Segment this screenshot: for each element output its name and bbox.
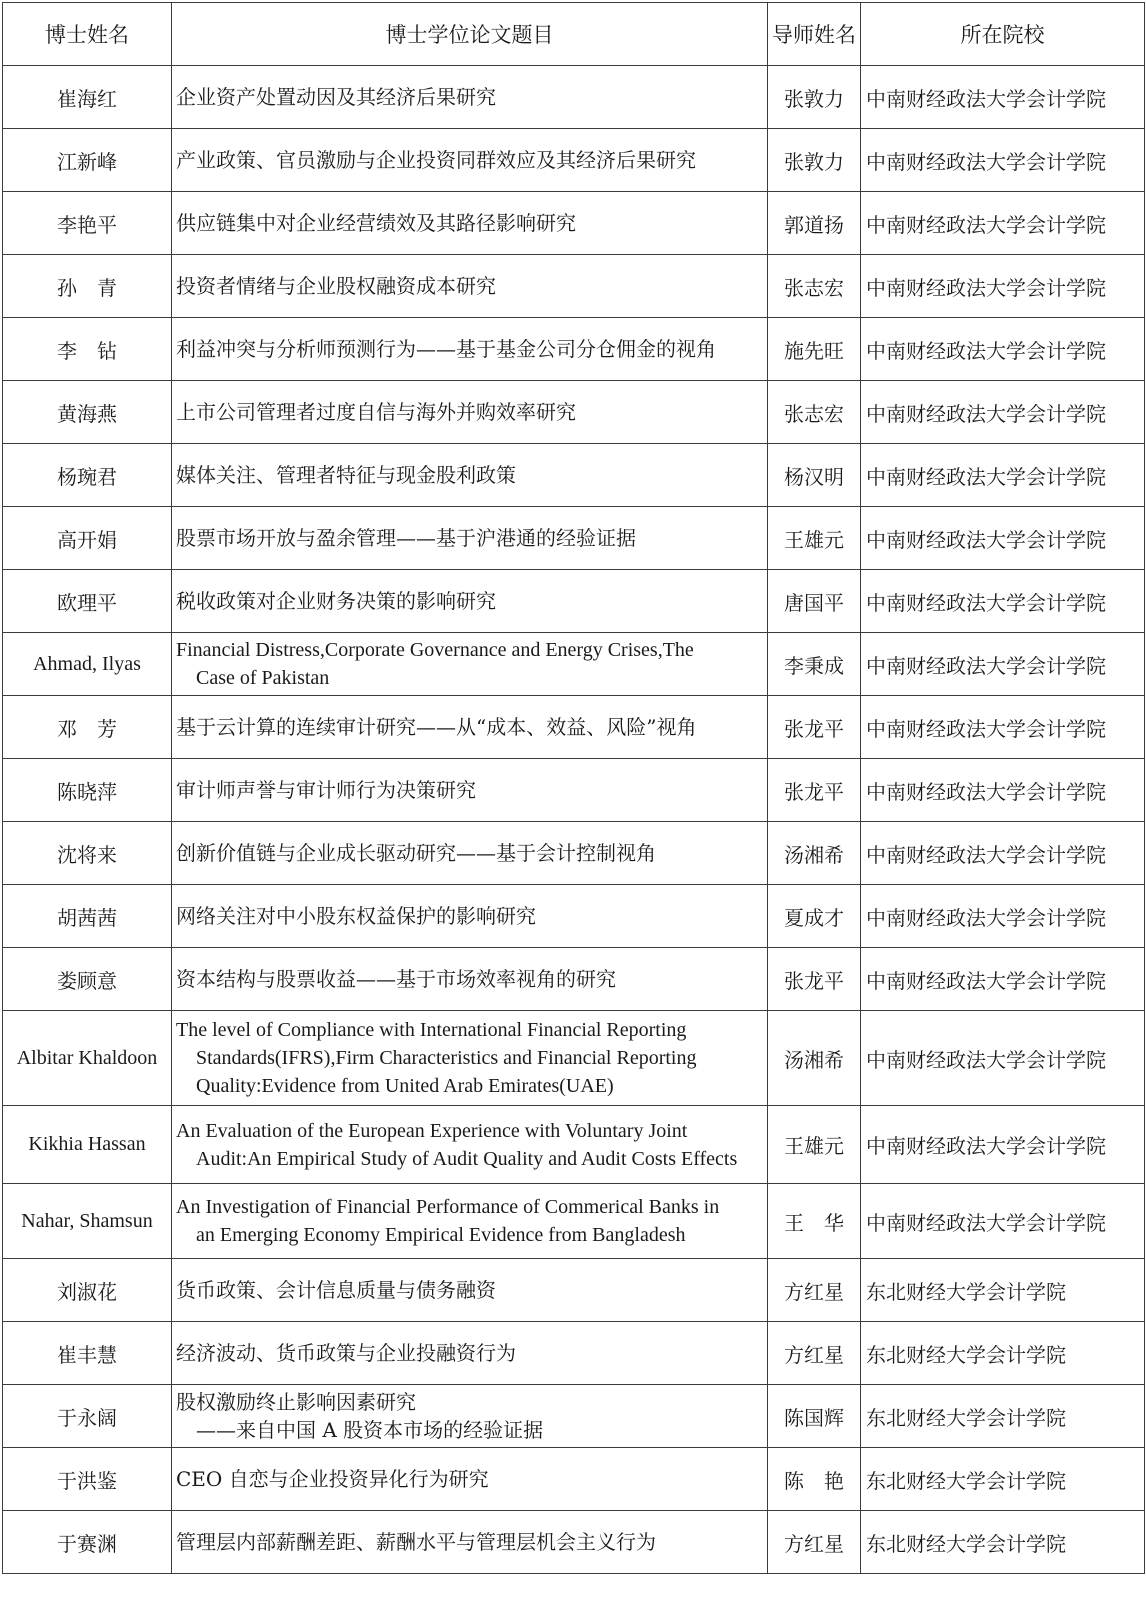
thesis-title-line: 网络关注对中小股东权益保护的影响研究 [176, 904, 536, 928]
doctor-name-cell: 李 钻 [3, 318, 172, 381]
school-cell: 东北财经大学会计学院 [861, 1322, 1145, 1385]
school-cell: 中南财经政法大学会计学院 [861, 1184, 1145, 1259]
table-row [3, 444, 1145, 507]
table-row [3, 570, 1145, 633]
thesis-title-line: 管理层内部薪酬差距、薪酬水平与管理层机会主义行为 [176, 1530, 656, 1554]
doctor-name-cell: 欧理平 [3, 570, 172, 633]
thesis-title-line: 审计师声誉与审计师行为决策研究 [176, 778, 476, 802]
header-thesis-title: 博士学位论文题目 [172, 3, 768, 66]
thesis-title-line: An Evaluation of the European Experience with Voluntary Joint [176, 1119, 688, 1142]
thesis-title-cell [172, 1106, 768, 1184]
doctor-name-cell: 于永阔 [3, 1385, 172, 1448]
thesis-title-line: 货币政策、会计信息质量与债务融资 [176, 1278, 496, 1302]
school-cell: 东北财经大学会计学院 [861, 1385, 1145, 1448]
school-cell: 中南财经政法大学会计学院 [861, 948, 1145, 1011]
thesis-title-cell [172, 129, 768, 192]
advisor-name-cell: 陈 艳 [768, 1448, 861, 1511]
thesis-title-cell [172, 633, 768, 696]
advisor-name-cell: 夏成才 [768, 885, 861, 948]
doctor-name-cell: 杨琬君 [3, 444, 172, 507]
advisor-name-cell: 张龙平 [768, 759, 861, 822]
table-row [3, 1511, 1145, 1574]
table-row [3, 507, 1145, 570]
school-cell: 中南财经政法大学会计学院 [861, 822, 1145, 885]
doctor-name-cell: 娄顾意 [3, 948, 172, 1011]
advisor-name-cell: 王 华 [768, 1184, 861, 1259]
advisor-name-cell: 张敦力 [768, 66, 861, 129]
table-row [3, 255, 1145, 318]
table-row [3, 1184, 1145, 1259]
advisor-name-cell: 方红星 [768, 1511, 861, 1574]
table-row [3, 1385, 1145, 1448]
table-row [3, 129, 1145, 192]
thesis-title-line: 股票市场开放与盈余管理——基于沪港通的经验证据 [176, 526, 636, 550]
header-school: 所在院校 [861, 3, 1145, 66]
advisor-name-cell: 汤湘希 [768, 1011, 861, 1106]
thesis-title-cell [172, 948, 768, 1011]
thesis-title-line: 媒体关注、管理者特征与现金股利政策 [176, 463, 516, 487]
advisor-name-cell: 张志宏 [768, 381, 861, 444]
thesis-title-line: Financial Distress,Corporate Governance and Energy Crises,The [176, 639, 694, 661]
school-cell: 中南财经政法大学会计学院 [861, 1011, 1145, 1106]
school-cell: 中南财经政法大学会计学院 [861, 696, 1145, 759]
table-row [3, 1322, 1145, 1385]
doctor-name-cell: 于赛渊 [3, 1511, 172, 1574]
thesis-title-cell [172, 1385, 768, 1448]
thesis-title-cell [172, 696, 768, 759]
thesis-title-cell [172, 381, 768, 444]
school-cell: 中南财经政法大学会计学院 [861, 1106, 1145, 1184]
school-cell: 中南财经政法大学会计学院 [861, 759, 1145, 822]
doctor-name-cell: 陈晓萍 [3, 759, 172, 822]
table-row [3, 633, 1145, 696]
school-cell: 中南财经政法大学会计学院 [861, 885, 1145, 948]
doctor-name-cell: 黄海燕 [3, 381, 172, 444]
thesis-title-line: 基于云计算的连续审计研究——从“成本、效益、风险”视角 [176, 715, 697, 739]
thesis-list-sheet [2, 2, 1144, 1598]
table-body [3, 66, 1145, 1574]
doctor-name-cell: Nahar, Shamsun [3, 1184, 172, 1259]
table-row [3, 885, 1145, 948]
school-cell: 中南财经政法大学会计学院 [861, 507, 1145, 570]
doctor-name-cell: 孙 青 [3, 255, 172, 318]
school-cell: 中南财经政法大学会计学院 [861, 318, 1145, 381]
school-cell: 东北财经大学会计学院 [861, 1511, 1145, 1574]
table-row [3, 381, 1145, 444]
thesis-title-line: CEO 自恋与企业投资异化行为研究 [176, 1467, 489, 1491]
advisor-name-cell: 王雄元 [768, 507, 861, 570]
thesis-title-line: The level of Compliance with International Financial Reporting [176, 1019, 687, 1041]
school-cell: 中南财经政法大学会计学院 [861, 570, 1145, 633]
thesis-title-line: An Investigation of Financial Performance of Commerical Banks in [176, 1196, 720, 1218]
table-row [3, 192, 1145, 255]
thesis-title-cell [172, 885, 768, 948]
doctor-name-cell: 胡茜茜 [3, 885, 172, 948]
school-cell: 中南财经政法大学会计学院 [861, 129, 1145, 192]
thesis-title-cell [172, 444, 768, 507]
school-cell: 东北财经大学会计学院 [861, 1448, 1145, 1511]
thesis-title-line: 资本结构与股票收益——基于市场效率视角的研究 [176, 967, 616, 991]
thesis-title-line: 供应链集中对企业经营绩效及其路径影响研究 [176, 211, 576, 235]
thesis-title-line: Audit:An Empirical Study of Audit Quality and Audit Costs Effects [196, 1147, 738, 1170]
thesis-title-line: Standards(IFRS),Firm Characteristics and Financial Reporting [196, 1047, 697, 1069]
thesis-title-line: 投资者情绪与企业股权融资成本研究 [176, 274, 496, 298]
school-cell: 中南财经政法大学会计学院 [861, 192, 1145, 255]
school-cell: 中南财经政法大学会计学院 [861, 444, 1145, 507]
thesis-title-line: Case of Pakistan [196, 667, 330, 689]
table-row [3, 696, 1145, 759]
thesis-title-cell [172, 759, 768, 822]
thesis-title-line: Quality:Evidence from United Arab Emirates(UAE) [196, 1075, 614, 1097]
table-row [3, 1011, 1145, 1106]
table-header [3, 3, 1145, 66]
thesis-title-line: an Emerging Economy Empirical Evidence from Bangladesh [196, 1224, 686, 1246]
school-cell: 东北财经大学会计学院 [861, 1259, 1145, 1322]
advisor-name-cell: 张龙平 [768, 948, 861, 1011]
advisor-name-cell: 唐国平 [768, 570, 861, 633]
thesis-title-cell [172, 1184, 768, 1259]
table-row [3, 822, 1145, 885]
thesis-title-cell [172, 1259, 768, 1322]
advisor-name-cell: 张志宏 [768, 255, 861, 318]
thesis-title-cell [172, 822, 768, 885]
advisor-name-cell: 施先旺 [768, 318, 861, 381]
thesis-title-line: 上市公司管理者过度自信与海外并购效率研究 [176, 400, 576, 424]
school-cell: 中南财经政法大学会计学院 [861, 381, 1145, 444]
thesis-title-cell [172, 192, 768, 255]
thesis-title-line: 股权激励终止影响因素研究 [176, 1390, 416, 1414]
doctor-name-cell: 邓 芳 [3, 696, 172, 759]
doctor-name-cell: 李艳平 [3, 192, 172, 255]
doctor-name-cell: 刘淑花 [3, 1259, 172, 1322]
thesis-title-cell [172, 1322, 768, 1385]
advisor-name-cell: 杨汉明 [768, 444, 861, 507]
table-row [3, 759, 1145, 822]
advisor-name-cell: 李秉成 [768, 633, 861, 696]
advisor-name-cell: 张敦力 [768, 129, 861, 192]
school-cell: 中南财经政法大学会计学院 [861, 255, 1145, 318]
doctor-name-cell: 高开娟 [3, 507, 172, 570]
table-row [3, 318, 1145, 381]
doctor-name-cell: Ahmad, Ilyas [3, 633, 172, 696]
thesis-title-cell [172, 66, 768, 129]
doctor-name-cell: 江新峰 [3, 129, 172, 192]
header-advisor-name: 导师姓名 [768, 3, 861, 66]
advisor-name-cell: 方红星 [768, 1322, 861, 1385]
advisor-name-cell: 张龙平 [768, 696, 861, 759]
thesis-title-line: 企业资产处置动因及其经济后果研究 [176, 85, 496, 109]
table-row [3, 66, 1145, 129]
table-row [3, 948, 1145, 1011]
doctor-name-cell: 崔海红 [3, 66, 172, 129]
header-row [3, 3, 1145, 66]
advisor-name-cell: 陈国辉 [768, 1385, 861, 1448]
school-cell: 中南财经政法大学会计学院 [861, 66, 1145, 129]
doctor-name-cell: 沈将来 [3, 822, 172, 885]
school-cell: 中南财经政法大学会计学院 [861, 633, 1145, 696]
thesis-title-cell [172, 507, 768, 570]
advisor-name-cell: 方红星 [768, 1259, 861, 1322]
advisor-name-cell: 王雄元 [768, 1106, 861, 1184]
thesis-title-line: 产业政策、官员激励与企业投资同群效应及其经济后果研究 [176, 148, 696, 172]
doctor-name-cell: Kikhia Hassan [3, 1106, 172, 1184]
doctoral-thesis-table [2, 2, 1145, 1574]
table-row [3, 1259, 1145, 1322]
thesis-title-cell [172, 1011, 768, 1106]
thesis-title-line: 税收政策对企业财务决策的影响研究 [176, 589, 496, 613]
thesis-title-cell [172, 570, 768, 633]
thesis-title-cell [172, 1511, 768, 1574]
header-doctor-name: 博士姓名 [3, 3, 172, 66]
advisor-name-cell: 汤湘希 [768, 822, 861, 885]
thesis-title-line: 创新价值链与企业成长驱动研究——基于会计控制视角 [176, 841, 656, 865]
thesis-title-cell [172, 1448, 768, 1511]
thesis-title-line: 利益冲突与分析师预测行为——基于基金公司分仓佣金的视角 [176, 337, 716, 361]
doctor-name-cell: 于洪鉴 [3, 1448, 172, 1511]
thesis-title-line: ——来自中国 A 股资本市场的经验证据 [196, 1418, 544, 1442]
doctor-name-cell: 崔丰慧 [3, 1322, 172, 1385]
thesis-title-cell [172, 318, 768, 381]
thesis-title-cell [172, 255, 768, 318]
thesis-title-line: 经济波动、货币政策与企业投融资行为 [176, 1341, 516, 1365]
table-row [3, 1448, 1145, 1511]
doctor-name-cell: Albitar Khaldoon [3, 1011, 172, 1106]
table-row [3, 1106, 1145, 1184]
advisor-name-cell: 郭道扬 [768, 192, 861, 255]
